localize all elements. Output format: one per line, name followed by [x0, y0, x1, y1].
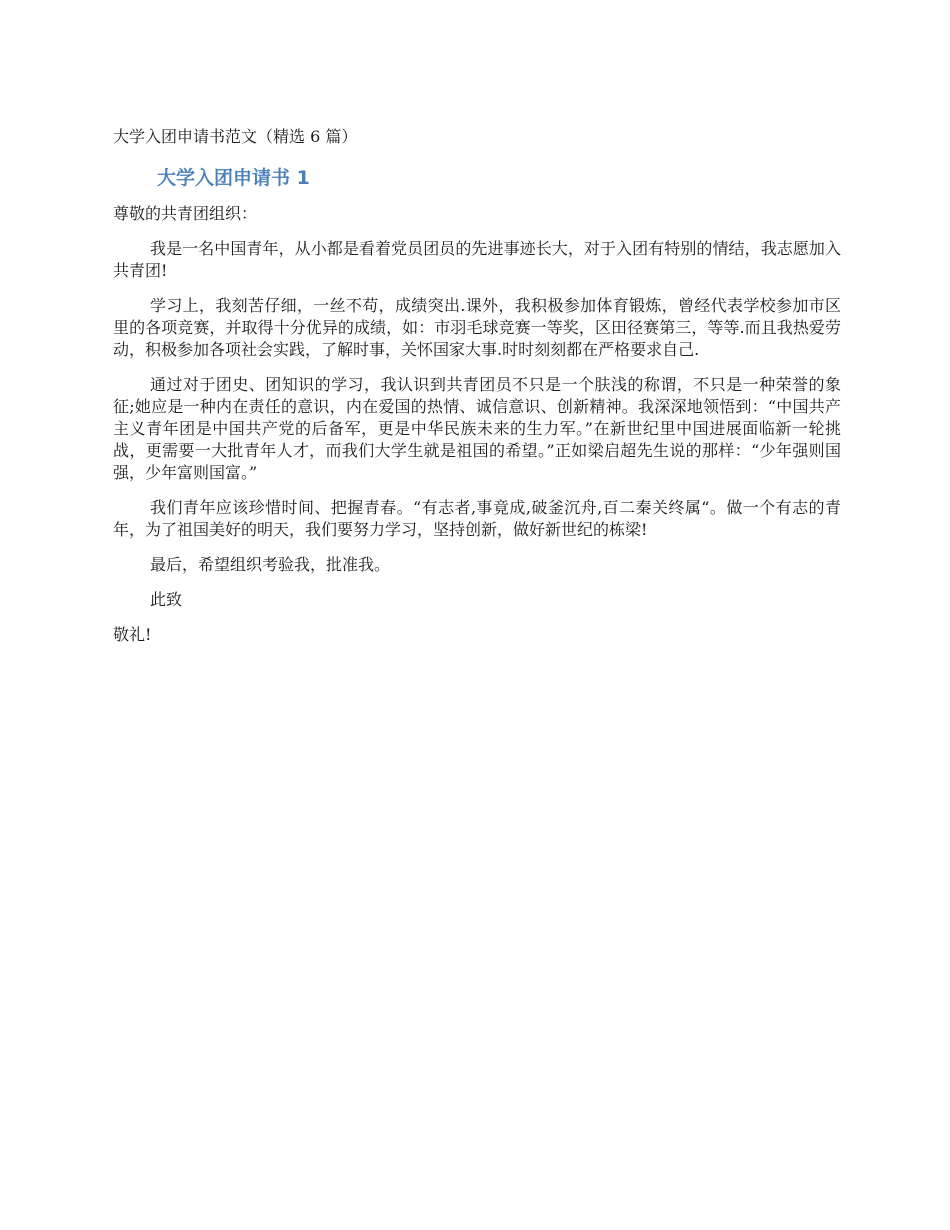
- letter-body: [113, 203, 841, 659]
- paragraph: 最后，希望组织考验我，批准我。: [150, 555, 391, 574]
- section-heading: 大学入团申请书 1: [157, 167, 310, 189]
- paragraph: 此致: [150, 590, 183, 609]
- paragraph: 学习上，我刻苦仔细，一丝不苟，成绩突出.课外，我积极参加体育锻炼，曾经代表学校参加市区里的各项竞赛，并取得十分优异的成绩，如：市羽毛球竞赛一等奖，区田径赛第三，等等.而且我热爱劳动，积极参加各项社会实践，了解时事，关怀国家大事.时时刻刻都在严格要求自己.: [113, 296, 841, 359]
- closing: 敬礼!: [113, 625, 152, 644]
- document-title: 大学入团申请书范文（精选 6 篇）: [113, 127, 358, 146]
- salutation: 尊敬的共青团组织：: [113, 204, 258, 223]
- paragraph: 通过对于团史、团知识的学习，我认识到共青团员不只是一个肤浅的称谓，不只是一种荣誉的象征;她应是一种内在责任的意识，内在爱国的热情、诚信意识、创新精神。我深深地领悟到：“中国共产主义青年团是中国共产党的后备军，更是中华民族未来的生力军。”在新世纪里中国进展面临新一轮挑战，更需要一大批青年人才，而我们大学生就是祖国的希望。”正如梁启超先生说的那样：“少年强则国强，少年富则国富。”: [113, 375, 841, 482]
- paragraph: 我们青年应该珍惜时间、把握青春。“有志者,事竟成,破釜沉舟,百二秦关终属“。做一个有志的青年，为了祖国美好的明天，我们要努力学习，坚持创新，做好新世纪的栋梁!: [113, 498, 841, 539]
- paragraph: 我是一名中国青年，从小都是看着党员团员的先进事迹长大，对于入团有特别的情结，我志愿加入共青团!: [113, 239, 841, 280]
